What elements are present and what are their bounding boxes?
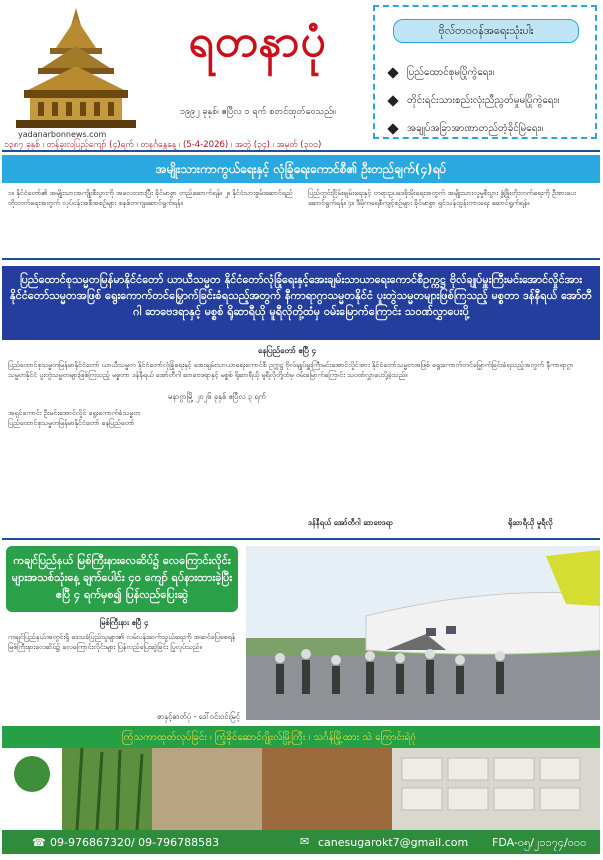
phone-icon: ☎ bbox=[32, 836, 46, 849]
divider bbox=[2, 538, 600, 540]
date-line: ၁၃၈၇ ခုနှစ် ၊ တန်ခူးလပြည့်ကျော် (၄)ရက် ၊ တနင်္ဂနွေနေ့ ၊ (5-4-2026) ၊ အတွဲ (၃၄) ၊ အမှတ် (၃၀၀) bbox=[4, 140, 322, 150]
article3-body bbox=[8, 618, 240, 722]
ad-images bbox=[2, 748, 600, 830]
ad-email[interactable]: canesugarokt7@gmail.com bbox=[318, 836, 469, 849]
established-line: ၁၉၉၂ ခုနှစ်၊ ဧပြီလ ၁ ရက် စတင်ထုတ်ဝေသည်။ bbox=[180, 107, 336, 117]
ad-contacts bbox=[2, 830, 600, 854]
signature-left: ဒန်နီရယ် အော်တီဂါ ဆာဗေဒရာ bbox=[308, 518, 394, 527]
article3-headline: ကချင်ပြည်နယ် မြစ်ကြီးနားလေဆိပ်၌ လေကြောင်းလိုင်းများအသစ်သုံးနေ့ ချက်ပေါင်း ၄၀ ကျော် ရပ်နားထားခဲ့ပြီး ဧပြီ ၄ ရက်မှစ၍ ပြန်လည်ပြေးဆွဲ bbox=[6, 546, 238, 612]
pagoda-logo bbox=[6, 6, 146, 134]
article3-text: ကချင်ပြည်နယ်အတွင်းရှိ ဒေသခံပြည်သူများ၏ လမ်းပန်းဆက်သွယ်ရေးကို အဆင်ပြေစေရန် မြစ်ကြီးနားလေဆိပ်၌ လေကြောင်းလိုင်းများ ပြန်လည်ပြေးဆွဲခြင်း ပြုလုပ်သည်။ bbox=[8, 633, 236, 651]
email-icon: ✉ bbox=[300, 835, 310, 848]
slogan-item: အချုပ်အခြာအာဏာတည်တံ့ခိုင်မြဲရေး။ bbox=[389, 121, 543, 136]
paper-name: ရတနာပုံ bbox=[188, 16, 327, 67]
article3-dateline: မြစ်ကြီးနား ဧပြီ ၄ bbox=[99, 618, 149, 627]
article2-dateline: နေပြည်တော် ဧပြီ ၄ bbox=[258, 346, 317, 355]
site-url[interactable]: yadanarbonnews.com bbox=[18, 130, 107, 139]
sugar-advertisement bbox=[2, 726, 600, 856]
diamond-bullet-icon bbox=[387, 123, 398, 134]
slogan-box bbox=[373, 5, 597, 139]
slogan-title: ဗိုလ်တဝဝန်အရေးသုံးပါး bbox=[393, 19, 579, 43]
ad-fda: FDA-၀၅/၂၁၁၇၄/၀၀၀ bbox=[492, 836, 587, 849]
article2-headline: ပြည်ထောင်စုသမ္မတမြန်မာနိုင်ငံတော် ယာယီသမ္မတ နိုင်ငံတော်လုံခြုံရေးနှင့်အေးချမ်းသာယာရေးကောင်စီဥက္ကဋ္ဌ ဗိုလ်ချုပ်မှူးကြီးမင်းအောင်လှိုင်အား နိုင်ငံတော်သမ္မတအဖြစ် ရွေးကောက်တင်မြှောက်ခြင်းခံရသည့်အတွက် နီကာရာဂွာသမ္မတနိုင်ငံ ပူးတွဲသမ္မတများဖြစ်ကြသည့် မစ္စတာ ဒန်နီရယ် အော်တီဂါ ဆာဗေဒရာနှင့် မစ္စစ် ရိုဆာရီယို မူရီလိုတို့ထံမှ ဝမ်းမြောက်ကြောင်း သဝဏ်လွှာပေးပို့ bbox=[2, 266, 600, 340]
slogan-item: ပြည်ထောင်စုမပြိုကွဲရေး။ bbox=[389, 65, 494, 80]
article2-text: ပြည်ထောင်စုသမ္မတမြန်မာနိုင်ငံတော် ယာယီသမ္မတ နိုင်ငံတော်လုံခြုံရေးနှင့် အေးချမ်းသာယာရေးကောင်စီ ဥက္ကဋ္ဌ ဗိုလ်ချုပ်မှူးကြီးမင်းအောင်လှိုင်အား နိုင်ငံတော်သမ္မတအဖြစ် ရွေးကောက်တင်မြှောက်ခြင်းခံရသည့်အတွက် နီကာရာဂွာသမ္မတနိုင်ငံ ပူးတွဲသမ္မတများဖြစ်ကြသည့် မစ္စတာ ဒန်နီရယ် အော်တီဂါ ဆာဗေဒရာနှင့် မစ္စစ် ရိုဆာရီယို မူရီလိုတို့ထံမှ ဝမ်းမြောက်ကြောင်း သဝဏ်လွှာပေးပို့ခဲ့သည်။ bbox=[8, 361, 574, 379]
article3-credit: စာနှင့်ဓာတ်ပုံ - ဒေါ်ဝင်းဝင်းမြင့် bbox=[156, 712, 240, 721]
article1-body bbox=[8, 188, 598, 248]
diamond-bullet-icon bbox=[387, 95, 398, 106]
divider bbox=[2, 150, 600, 152]
masthead bbox=[0, 0, 603, 150]
letter-place: မနာဂွာမြို့ ၂၀၂၆ ခုနှစ် ဧပြီလ ၃ ရက် bbox=[168, 392, 267, 401]
ad-phone[interactable]: 09-976867320/ 09-796788583 bbox=[50, 836, 220, 849]
signature-right: ရိုဆာရီယို မူရီလို bbox=[508, 518, 553, 527]
ad-headline-bar bbox=[2, 726, 600, 748]
diamond-bullet-icon bbox=[387, 67, 398, 78]
article1-left-column: ၁။ နိုင်ငံတော်၏ အမျိုးသားအကျိုးစီးပွားကို အလေးထားပြီး ခိုင်မာစွာ တည်ဆောက်ရန်။ ၂။ နိုင်ငံသားစွမ်းဆောင်ရည်တိုးတက်ရေးအတွက် လုပ်ငန်းအစီအစဉ်များ စနစ်တကျဆောင်ရွက်ရန်။ bbox=[8, 189, 293, 207]
slogan-item: တိုင်းရင်းသားစည်းလုံးညီညွတ်မှုမပြိုကွဲရေး။ bbox=[389, 93, 559, 108]
letter-recipient: အရှင်ကောင်း ဦးမင်းအောင်လှိုင် ရွေးကောက်ခံသမ္မတ ပြည်ထောင်စုသမ္မတမြန်မာနိုင်ငံတော် နေပြည်တော် bbox=[8, 409, 141, 427]
article1-headline: အမျိုးသားကာကွယ်ရေးနှင့် လုံခြုံရေးကောင်စီ၏ ဦးတည်ချက်(၄)ရပ် bbox=[2, 155, 600, 183]
airport-photo bbox=[246, 546, 600, 720]
ad-headline: ကြံသကာထုတ်လုပ်ခြင်း ၊ ကြံ့ခိုင်ဆောင်ဂျိုးလ်မြို့ကြီး ၊ သင်္ဂန်မြို့ထား သဲ ကြောင်းရဲဂုံ bbox=[122, 732, 416, 743]
article1-right-column: ပြည်တွင်းငြိမ်းချမ်းရေးနှင့် တရားဥပဒေစိုးမိုးရေးအတွက် အမျိုးသားလူမှုစီးပွား ဖွံ့ဖြိုးတိုးတက်ရေးကို ဦးစားပေးဆောင်ရွက်ရန်။ ၄။ ဒီမိုကရေစီကျင့်စဉ်များ ခိုင်မာစွာ ရှင်သန်ထွန်းကားရေး ဆောင်ရွက်ရန်။ bbox=[308, 189, 576, 207]
article2-body bbox=[8, 346, 598, 532]
divider bbox=[2, 258, 600, 260]
